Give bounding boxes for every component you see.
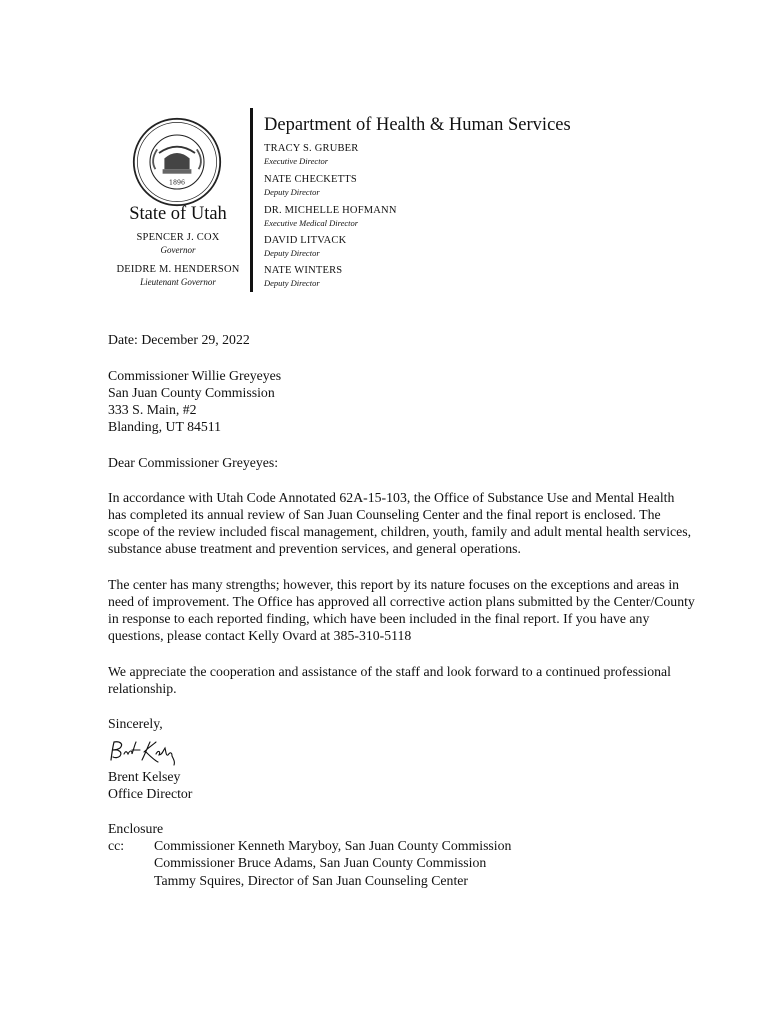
governor-title: Governor xyxy=(160,245,196,255)
letterhead-divider xyxy=(250,108,253,292)
handwritten-signature-icon xyxy=(108,738,188,766)
cc-recipient: Tammy Squires, Director of San Juan Counseling Center xyxy=(154,873,469,888)
cc-label: cc: xyxy=(108,838,125,853)
staff-name: DR. MICHELLE HOFMANN xyxy=(264,205,397,216)
paragraph-line: in response to each reported finding, which have been included in the final report. If you have any xyxy=(108,611,650,626)
staff-title: Executive Medical Director xyxy=(264,218,359,228)
paragraph-line: substance abuse treatment and prevention services, and general operations. xyxy=(108,541,521,556)
lt-governor-title: Lieutenant Governor xyxy=(140,277,216,287)
staff-title: Executive Director xyxy=(264,156,329,166)
recipient-line: Blanding, UT 84511 xyxy=(108,419,222,434)
signer-name: Brent Kelsey xyxy=(108,769,181,784)
lt-governor-name: DEIDRE M. HENDERSON xyxy=(116,264,240,275)
paragraph-line: The center has many strengths; however, this report by its nature focuses on the exceptions and areas in xyxy=(108,577,680,592)
cc-recipient: Commissioner Bruce Adams, San Juan County Commission xyxy=(154,855,487,870)
staff-name: NATE WINTERS xyxy=(264,265,343,276)
staff-title: Deputy Director xyxy=(264,187,320,197)
staff-name: TRACY S. GRUBER xyxy=(264,143,359,154)
governor-name: SPENCER J. COX xyxy=(136,232,220,243)
paragraph-line: We appreciate the cooperation and assistance of the staff and look forward to a continued professional xyxy=(108,664,671,679)
staff-title: Deputy Director xyxy=(264,278,320,288)
recipient-line: Commissioner Willie Greyeyes xyxy=(108,368,282,383)
paragraph-line: need of improvement. The Office has approved all corrective action plans submitted by the Center/County xyxy=(108,594,695,609)
staff-name: NATE CHECKETTS xyxy=(264,174,357,185)
salutation: Dear Commissioner Greyeyes: xyxy=(108,455,279,470)
cc-recipient: Commissioner Kenneth Maryboy, San Juan County Commission xyxy=(154,838,512,853)
paragraph-line: questions, please contact Kelly Ovard at 385-310-5118 xyxy=(108,628,412,643)
closing: Sincerely, xyxy=(108,716,163,731)
department-title: Department of Health & Human Services xyxy=(264,115,571,135)
letter-date: Date: December 29, 2022 xyxy=(108,332,250,347)
state-title: State of Utah xyxy=(129,204,227,224)
enclosure-label: Enclosure xyxy=(108,821,164,836)
paragraph-line: In accordance with Utah Code Annotated 62A-15-103, the Office of Substance Use and Mental Health xyxy=(108,490,675,505)
paragraph-line: relationship. xyxy=(108,681,177,696)
seal-year: 1896 xyxy=(168,179,186,187)
staff-name: DAVID LITVACK xyxy=(264,235,347,246)
paragraph-line: has completed its annual review of San Juan Counseling Center and the final report is enclosed. The xyxy=(108,507,661,522)
staff-title: Deputy Director xyxy=(264,248,320,258)
signer-title: Office Director xyxy=(108,786,193,801)
utah-state-seal-icon xyxy=(132,117,222,207)
recipient-line: San Juan County Commission xyxy=(108,385,275,400)
recipient-line: 333 S. Main, #2 xyxy=(108,402,197,417)
paragraph-line: scope of the review included fiscal management, children, youth, family and adult mental health services, xyxy=(108,524,692,539)
